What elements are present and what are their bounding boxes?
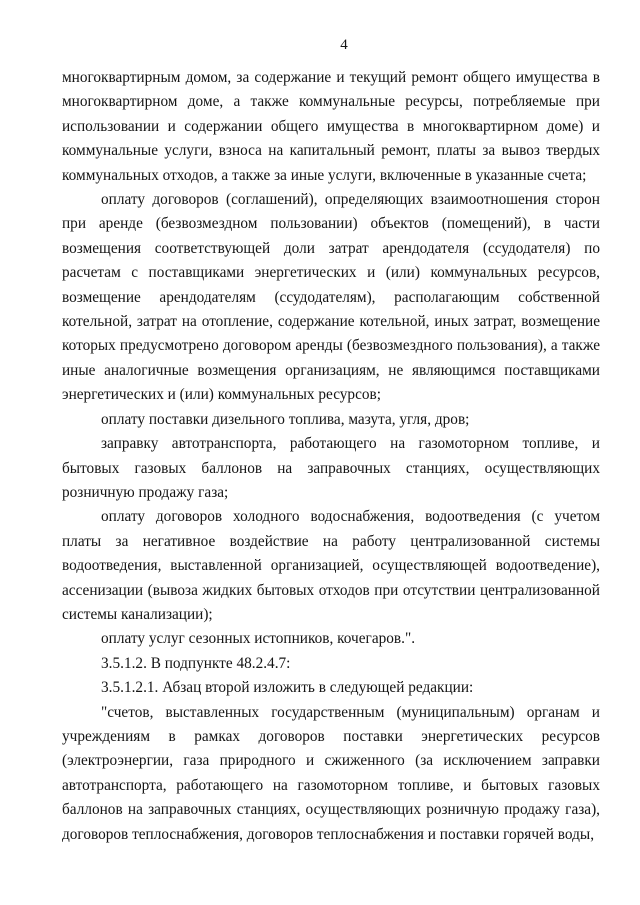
page-number: 4 [340,37,348,53]
paragraph: оплату договоров холодного водоснабжения, водоотведения (с учетом платы за негативное воздействие на работу централизованной системы водоотведения, выставленной организацией, осуществляющей водоотведение), ассенизации (вывоза жидких бытовых отходов при отсутствии централизованной системы канализации); [62,508,600,623]
paragraph: 3.5.1.2.1. Абзац второй изложить в следующей редакции: [101,679,474,697]
document-body [62,66,600,847]
paragraph-continuation: многоквартирным домом, за содержание и текущий ремонт общего имущества в многоквартирном доме, а также коммунальные ресурсы, потребляемые при использовании и содержании общего имущества в многоквартирном доме) и коммунальные услуги, взноса на капитальный ремонт, платы за вывоз твердых коммунальных отходов, а также за иные услуги, включенные в указанные счета; [62,69,600,184]
paragraph: 3.5.1.2. В подпункте 48.2.4.7: [101,654,291,672]
paragraph: "счетов, выставленных государственным (муниципальным) органам и учреждениям в рамках договоров поставки энергетических ресурсов (электроэнергии, газа природного и сжиженного (за исключением заправки автотранспорта, работающего на газомоторном топливе, и бытовых газовых баллонов на заправочных станциях, осуществляющих розничную продажу газа), договоров теплоснабжения, договоров теплоснабжения и поставки горячей воды, [62,703,600,843]
paragraph: оплату услуг сезонных истопников, кочегаров.". [101,630,416,648]
paragraph: оплату поставки дизельного топлива, мазута, угля, дров; [101,410,470,428]
paragraph: заправку автотранспорта, работающего на газомоторном топливе, и бытовых газовых баллонов на заправочных станциях, осуществляющих розничную продажу газа; [62,435,600,501]
paragraph: оплату договоров (соглашений), определяющих взаимоотношения сторон при аренде (безвозмездном пользовании) объектов (помещений), в части возмещения соответствующей доли затрат арендодателя (ссудодателя) по расчетам с поставщиками энергетических и (или) коммунальных ресурсов, возмещение арендодателям (ссудодателям), располагающим собственной котельной, затрат на отопление, содержание котельной, иных затрат, возмещение которых предусмотрено договором аренды (безвозмездного пользования), а также иные аналогичные возмещения организациям, не являющимся поставщиками энергетических и (или) коммунальных ресурсов; [62,191,600,404]
